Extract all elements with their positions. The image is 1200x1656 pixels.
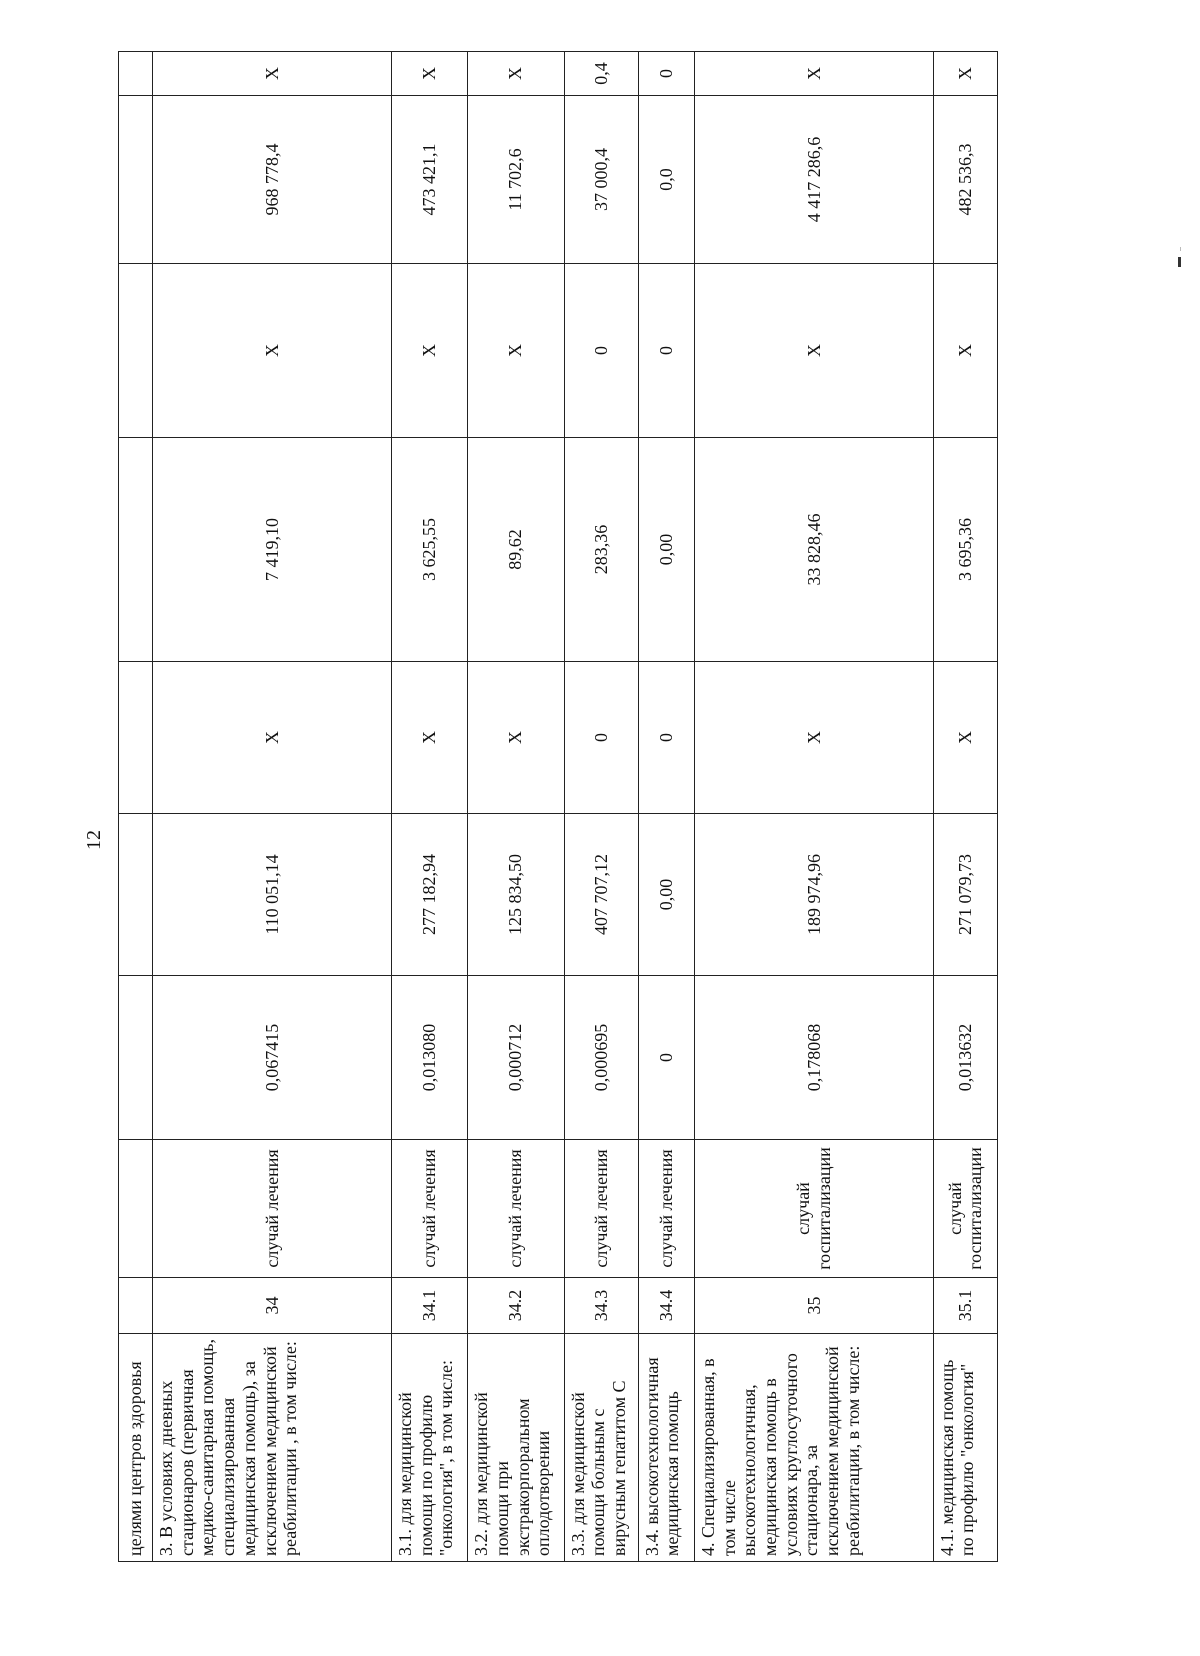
table-row [153,52,392,1562]
scan-mark [1178,257,1181,267]
row-percent: X [153,52,392,96]
row-percent: X [694,52,933,96]
row-cost-1: 0,00 [638,814,694,976]
row-sum-3: 4 417 286,6 [694,96,933,264]
row-sum-2 [119,264,153,438]
row-norm: 0,013080 [391,976,467,1140]
row-sum-2: X [694,264,933,438]
row-percent: 0 [638,52,694,96]
row-sum-1: 33 828,46 [694,438,933,662]
row-sum-2: X [153,264,392,438]
scan-mark-faint [1180,247,1181,251]
row-sum-1: 3 695,36 [933,438,997,662]
row-sum-3: 482 536,3 [933,96,997,264]
row-sum-3: 37 000,4 [564,96,638,264]
row-sum-3: 11 702,6 [468,96,564,264]
row-code: 34 [153,1278,392,1334]
row-code: 34.2 [468,1278,564,1334]
row-unit: случай госпитализации [933,1140,997,1278]
row-sum-1: 7 419,10 [153,438,392,662]
row-cost-1: 277 182,94 [391,814,467,976]
row-sum-2: 0 [638,264,694,438]
row-sum-1: 89,62 [468,438,564,662]
row-name: 3.3. для медицинской помощи больным с вирусным гепатитом С [564,1334,638,1562]
row-norm: 0,067415 [153,976,392,1140]
row-norm: 0,178068 [694,976,933,1140]
table-row [468,52,564,1562]
table-row [119,52,153,1562]
row-cost-2: X [153,662,392,814]
row-percent: X [391,52,467,96]
row-sum-3: 968 778,4 [153,96,392,264]
row-name: 3.1. для медицинской помощи по профилю "онкология", в том числе: [391,1334,467,1562]
row-code: 34.4 [638,1278,694,1334]
row-cost-1: 110 051,14 [153,814,392,976]
row-sum-1 [119,438,153,662]
row-cost-1: 271 079,73 [933,814,997,976]
row-unit: случай лечения [564,1140,638,1278]
row-percent: X [933,52,997,96]
row-norm: 0,013632 [933,976,997,1140]
row-cost-2: 0 [638,662,694,814]
row-sum-3: 0,0 [638,96,694,264]
row-cost-2: X [391,662,467,814]
row-name: 3. В условиях дневных стационаров (первичная медико-санитарная помощь, специализированная медицинская помощь), за исключением медицинской реабилитации , в том числе: [153,1334,392,1562]
row-cost-1: 125 834,50 [468,814,564,976]
table-row [638,52,694,1562]
row-norm: 0,000712 [468,976,564,1140]
row-sum-1: 3 625,55 [391,438,467,662]
row-unit: случай лечения [638,1140,694,1278]
row-unit: случай госпитализации [694,1140,933,1278]
row-cost-2 [119,662,153,814]
row-cost-2: X [694,662,933,814]
row-cost-2: X [933,662,997,814]
table-row [933,52,997,1562]
row-sum-1: 283,36 [564,438,638,662]
row-cost-1: 407 707,12 [564,814,638,976]
row-sum-2: X [391,264,467,438]
row-percent: X [468,52,564,96]
row-code [119,1278,153,1334]
row-name: 3.2. для медицинской помощи при экстракорпоральном оплодотворении [468,1334,564,1562]
row-percent [119,52,153,96]
row-norm [119,976,153,1140]
row-cost-1: 189 974,96 [694,814,933,976]
row-sum-2: X [933,264,997,438]
row-unit: случай лечения [391,1140,467,1278]
row-norm: 0 [638,976,694,1140]
row-norm: 0,000695 [564,976,638,1140]
row-cost-2: 0 [564,662,638,814]
row-code: 34.1 [391,1278,467,1334]
row-cost-1 [119,814,153,976]
row-sum-1: 0,00 [638,438,694,662]
page-number: 12 [83,830,105,850]
volume-cost-table [118,51,998,1562]
row-code: 35.1 [933,1278,997,1334]
row-unit: случай лечения [153,1140,392,1278]
row-percent: 0,4 [564,52,638,96]
row-name: целями центров здоровья [119,1334,153,1562]
row-name: 4.1. медицинская помощь по профилю "онкология" [933,1334,997,1562]
table-row [694,52,933,1562]
row-sum-3 [119,96,153,264]
row-unit: случай лечения [468,1140,564,1278]
rotated-table-container [118,52,998,1562]
row-name: 4. Специализированная, в том числе высокотехнологичная, медицинская помощь в условиях круглосуточного стационара, за исключением медицинской реабилитации, в том числе: [694,1334,933,1562]
row-code: 35 [694,1278,933,1334]
row-sum-2: 0 [564,264,638,438]
row-unit [119,1140,153,1278]
row-cost-2: X [468,662,564,814]
row-sum-3: 473 421,1 [391,96,467,264]
row-code: 34.3 [564,1278,638,1334]
table-row [564,52,638,1562]
row-name: 3.4. высокотехнологичная медицинская помощь [638,1334,694,1562]
row-sum-2: X [468,264,564,438]
table-row [391,52,467,1562]
